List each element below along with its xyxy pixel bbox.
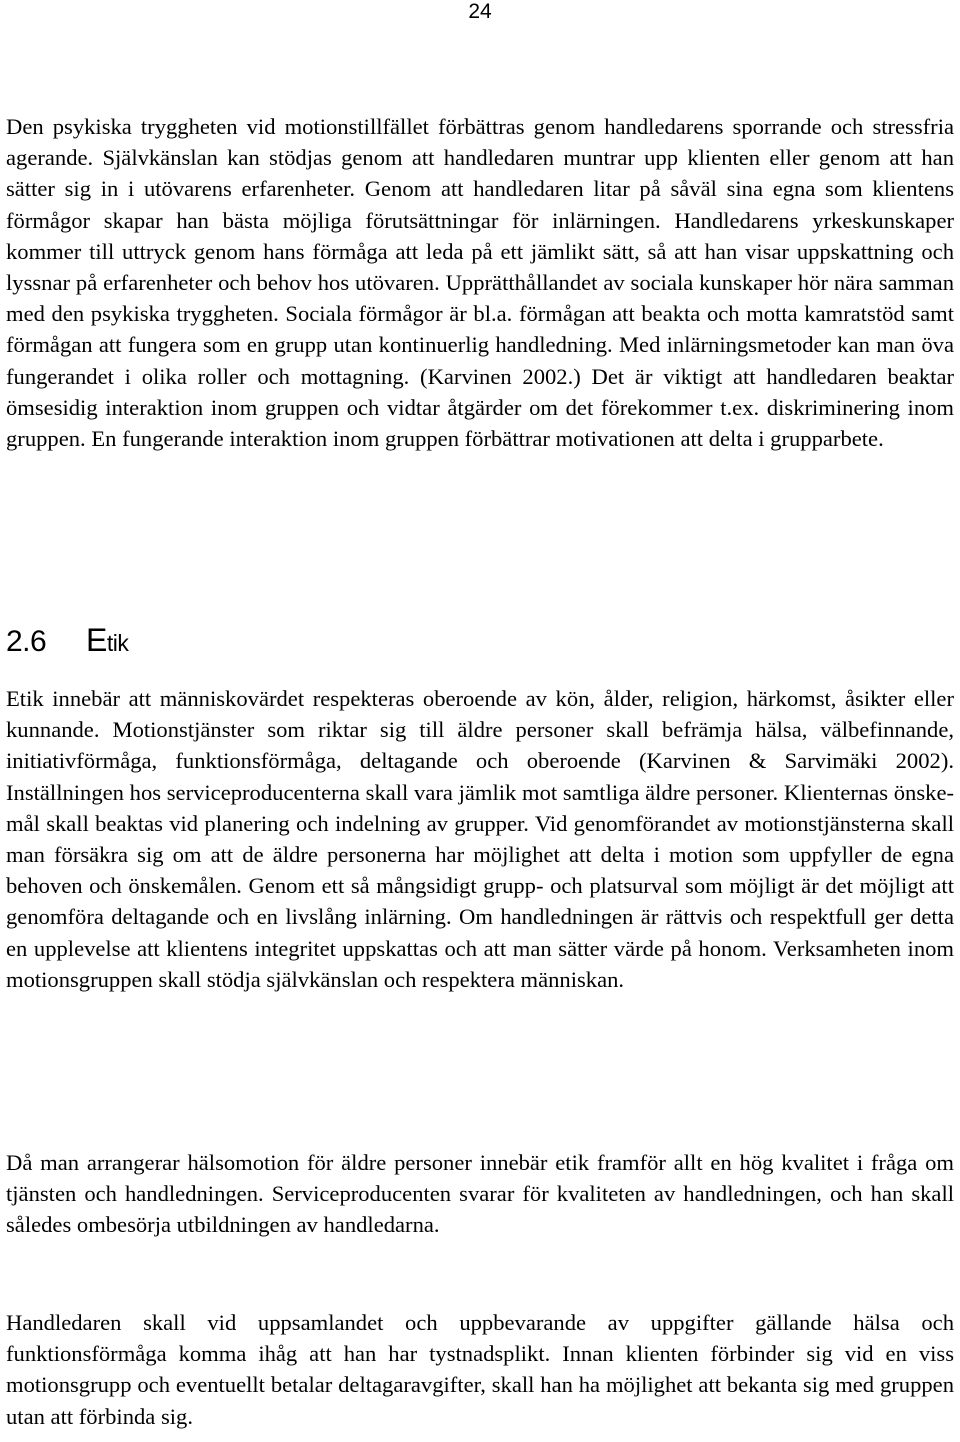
section-heading bbox=[6, 620, 128, 663]
body-paragraph-4: Handledaren skall vid uppsamlandet och uppbevarande av uppgifter gällande hälsa och funktionsförmåga komma ihåg att han har tystnadsplikt. Innan klienten förbinder sig vid en viss motionsgrupp och eventuellt betalar deltagaravgifter, skall han ha möjlighet att bekanta sig med gruppen utan att förbinda sig. bbox=[6, 1310, 954, 1429]
section-title-initial: E bbox=[86, 622, 107, 658]
page-number: 24 bbox=[468, 0, 492, 23]
body-paragraph-1: Den psykiska tryggheten vid motionstillfället förbättras genom handledarens sporrande och stressfria agerande. Självkänslan kan stödjas genom att handledaren muntrar upp klienten eller genom att han sätter sig in i utövarens erfarenheter. Genom att handledaren litar på såväl sina egna som klientens förmågor skapar han bästa möjliga förutsättningar för inlärningen. Handledarens yrkeskunskaper kommer till uttryck genom hans förmåga att leda på ett jämlikt sätt, så att han visar uppskattning och lyssnar på erfarenheter och behov hos utövaren. Upprätthållandet av sociala kunskaper hör nära samman med den psykiska tryggheten. Sociala förmågor är bl.a. förmågan att beakta och motta kamratstöd samt förmågan att fungera som en grupp utan kontinuerlig handledning. Med inlärningsmetoder kan man öva fungerandet i olika roller och mottagning. (Karvinen 2002.) Det är viktigt att handledaren beaktar ömsesidig interaktion inom gruppen och vidtar åtgärder om det förekommer t.ex. diskriminering inom gruppen. En fungerande interaktion inom gruppen förbättrar motivationen att delta i grupparbete. bbox=[6, 114, 954, 452]
section-title-rest: tik bbox=[106, 630, 129, 656]
body-paragraph-2: Etik innebär att människovärdet respekteras oberoende av kön, ålder, religion, härkomst, åsikter eller kunnande. Motionstjänster som riktar sig till äldre personer skall befrämja hälsa, välbefinnande, initiativförmåga, funktionsförmåga, deltagande och oberoende (Karvinen & Sarvimäki 2002). Inställningen hos serviceproducenterna skall vara jämlik mot samtliga äldre personer. Klienternas önskemål skall beaktas vid planering och indelning av grupper. Vid genomförandet av motionstjänsterna skall man försäkra sig om att de äldre personerna har möjlighet att delta i motion som uppfyller de egna behoven och önskemålen. Genom ett så mångsidigt grupp- och platsurval som möjligt är det möjligt att genomföra deltagande och en livslång inlärning. Om handledningen är rättvis och respektfull ger detta en upplevelse att klientens integritet uppskattas och att man sätter värde på honom. Verksamheten inom motionsgruppen skall stödja självkänslan och respektera människan. bbox=[6, 686, 954, 992]
section-number: 2.6 bbox=[6, 625, 47, 658]
body-paragraph-3: Då man arrangerar hälsomotion för äldre personer innebär etik framför allt en hög kvalitet i fråga om tjänsten och handledningen. Serviceproducenten svarar för kvaliteten av handledningen, och han skall således ombesörja utbildningen av handledarna. bbox=[6, 1150, 954, 1238]
